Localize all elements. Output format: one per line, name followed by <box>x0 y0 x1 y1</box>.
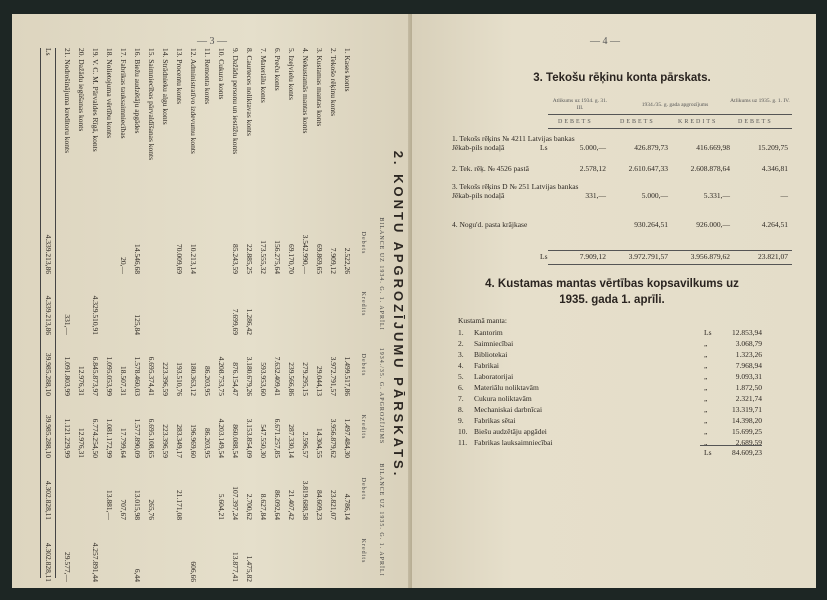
cell <box>200 458 214 520</box>
cell <box>102 212 116 274</box>
cell: 1.286,42 <box>245 308 254 335</box>
cell: 13.015,98 <box>133 490 142 520</box>
row-label: 21. Nodrošinājuma kreditoru konts <box>63 48 72 153</box>
cell <box>214 212 228 274</box>
cell: 8.627,84 <box>259 493 268 520</box>
account-value: 930.264,51 <box>634 220 668 229</box>
cell: 6.845.873,97 <box>91 356 100 396</box>
account-value: 4.264,51 <box>761 220 788 229</box>
inventory-value: 1.323,26 <box>735 350 762 359</box>
section3-title: 3. Tekošu rēķinu konta pārskats. <box>533 72 711 84</box>
inventory-number: 6. <box>458 383 464 392</box>
cell: 14.546,68 <box>133 244 142 274</box>
inventory-number: 1. <box>458 328 464 337</box>
cell: 22.885,25 <box>245 244 254 274</box>
cell: 4.208.753,75 <box>217 356 226 396</box>
cell: 860.088,54 <box>231 424 240 458</box>
cell: 7.909,12 <box>329 247 338 274</box>
row-label: 9. Dažādu personu un iestāžu konts <box>231 48 240 155</box>
cell: 10.213,14 <box>189 244 198 274</box>
inventory-value: 2.321,74 <box>735 394 762 403</box>
cell: 1.497.484,30 <box>343 418 352 458</box>
account-currency: Ls <box>540 143 548 152</box>
cell: 125,84 <box>133 314 142 335</box>
row-labels <box>60 48 354 208</box>
inventory-currency: „ <box>704 350 708 359</box>
value-column <box>60 458 354 520</box>
cell: 4.257.891,44 <box>91 542 100 582</box>
inventory-item: Materiālu noliktavām <box>474 383 539 392</box>
cell <box>256 520 270 582</box>
cell <box>312 273 326 335</box>
account-value: 416.669,98 <box>696 143 730 152</box>
cell: 14.304,55 <box>315 428 324 458</box>
total-cell: 39.985.288,10 <box>44 414 53 458</box>
inventory-item: Biešu audzētāju apgādei <box>474 427 547 436</box>
inventory-item: Laboratorijai <box>474 372 514 381</box>
inventory-number: 7. <box>458 394 464 403</box>
column-sub-header: Debets <box>360 353 366 377</box>
inventory-value: 2.689,59 <box>735 438 762 447</box>
cell <box>74 520 88 582</box>
cell <box>340 520 354 582</box>
inventory-number: 8. <box>458 405 464 414</box>
inventory-value: 15.699,25 <box>732 427 762 436</box>
inv-total-rule <box>700 445 762 446</box>
column-group-header: BILANCE UZ 1934. G. 1. APRĪLI <box>378 217 384 331</box>
inventory-currency: „ <box>704 427 708 436</box>
column-sub-header: Debets <box>360 477 366 501</box>
total-value: 3.972.791,57 <box>628 252 668 261</box>
cell: 4.203.149,54 <box>217 418 226 458</box>
cell <box>172 273 186 335</box>
total-cell: 4.339.213,86 <box>44 234 53 274</box>
total-value: 23.821,07 <box>758 252 788 261</box>
cell <box>116 273 130 335</box>
s3-subheader-rule <box>548 128 792 129</box>
cell <box>144 520 158 582</box>
cell: 7.699,69 <box>231 308 240 335</box>
cell: 193.510,76 <box>175 362 184 396</box>
row-label: 12. Administratīvo izdevumu konts <box>189 48 198 154</box>
total-cell: 39.985.288,10 <box>44 352 53 396</box>
s3-sub-debets-2: DEBETS <box>620 119 655 125</box>
cell: 1.091.803,99 <box>63 356 72 396</box>
page-number-right: — 4 — <box>590 36 620 47</box>
inventory-value: 12.853,94 <box>732 328 762 337</box>
row-label: 2. Tekošo rēķinu konts <box>329 48 338 117</box>
value-column <box>60 520 354 582</box>
row-label: 7. Materiālu konts <box>259 48 268 103</box>
value-column <box>60 273 354 335</box>
cell <box>74 273 88 335</box>
inventory-currency: „ <box>704 372 708 381</box>
cell: 180.363,12 <box>189 362 198 396</box>
cell: 547.550,30 <box>259 424 268 458</box>
cell: 20,— <box>119 257 128 274</box>
cell <box>60 458 74 520</box>
page-number-left: — 3 — <box>197 36 227 47</box>
inventory-currency: „ <box>704 383 708 392</box>
cell <box>186 273 200 335</box>
inventory-currency: „ <box>704 438 708 447</box>
cell: 6.695.374,41 <box>147 356 156 396</box>
s3-total-rule-bottom <box>548 264 792 265</box>
cell <box>312 520 326 582</box>
inventory-currency: „ <box>704 405 708 414</box>
cell: 1.095.053,99 <box>105 356 114 396</box>
cell <box>144 273 158 335</box>
cell: 85.243,59 <box>231 244 240 274</box>
cell: 1.121.229,99 <box>63 418 72 458</box>
cell <box>158 520 172 582</box>
column-sub-header: Kredits <box>360 538 366 564</box>
inventory-item: Cukura noliktavām <box>474 394 532 403</box>
inventory-number: 9. <box>458 416 464 425</box>
cell: 5.604,21 <box>217 493 226 520</box>
account-value: 426.879,73 <box>634 143 668 152</box>
s3-sub-kredits: KREDITS <box>678 119 718 125</box>
cell: 86.092,64 <box>273 490 282 520</box>
inventory-currency: „ <box>704 416 708 425</box>
total-cell: 4.302.828,11 <box>44 542 53 582</box>
cell <box>60 212 74 274</box>
cell: 173.555,32 <box>259 240 268 274</box>
total-value: 3.956.879,62 <box>690 252 730 261</box>
cell: 7.632.409,41 <box>273 356 282 396</box>
cell: 13.881,— <box>105 490 114 520</box>
inventory-number: 5. <box>458 372 464 381</box>
cell: 3.972.791,57 <box>329 356 338 396</box>
row-label: 19. V. C. M. Pārvaldes Rīgā, konts <box>91 48 100 152</box>
cell: 4.786,14 <box>343 493 352 520</box>
cell: 13.877,41 <box>231 552 240 582</box>
inventory-number: 10. <box>458 427 468 436</box>
totals-row <box>40 48 56 582</box>
cell <box>102 273 116 335</box>
cell <box>88 212 102 274</box>
right-page <box>412 14 816 588</box>
inventory-currency: Ls <box>704 328 712 337</box>
cell: 6.671.257,85 <box>273 418 282 458</box>
inventory-item: Saimniecībai <box>474 339 514 348</box>
cell <box>326 520 340 582</box>
total-currency: Ls <box>540 252 548 261</box>
account-name: 3. Tekošs rēķins D № 251 Latvijas bankas Jēkab-pils nodaļā <box>452 182 579 200</box>
cell: 6.774.254,50 <box>91 418 100 458</box>
cell: 12.976,31 <box>77 428 86 458</box>
inventory-currency: „ <box>704 339 708 348</box>
row-label: 5. Izejvielu konts <box>287 48 296 100</box>
inventory-value: 1.872,50 <box>735 383 762 392</box>
inventory-item: Fabrikas lauksaimniecībai <box>474 438 553 447</box>
account-turnover-table <box>21 42 406 587</box>
cell <box>200 273 214 335</box>
account-value: 5.331,— <box>703 191 730 200</box>
cell: 84.609,23 <box>315 490 324 520</box>
row-label: 13. Procentu konts <box>175 48 184 105</box>
cell: 196.969,60 <box>189 424 198 458</box>
cell <box>158 273 172 335</box>
column-sub-header: Kredits <box>360 291 366 317</box>
cell <box>158 212 172 274</box>
total-cell: 4.302.828,11 <box>44 480 53 520</box>
cell: 606,66 <box>189 561 198 582</box>
row-label: 18. Nolietojuma vērtību konts <box>105 48 114 138</box>
row-label: 8. Caurteces noliktavas konts <box>245 48 254 136</box>
cell: 6.695.108,65 <box>147 418 156 458</box>
account-value: 5.000,— <box>641 191 668 200</box>
cell: 107.397,24 <box>231 486 240 520</box>
column-group-header: 1934./35. G. APGROZĪJUMS <box>378 347 384 445</box>
cell <box>200 520 214 582</box>
cell: 876.154,47 <box>231 362 240 396</box>
cell: 23.821,07 <box>329 490 338 520</box>
cell: 239.566,86 <box>287 362 296 396</box>
account-value: 2.578,12 <box>579 164 606 173</box>
cell: 21.407,42 <box>287 490 296 520</box>
row-label: 1. Kases konts <box>343 48 352 92</box>
cell <box>158 458 172 520</box>
cell: 265,76 <box>147 499 156 520</box>
row-label: 17. Fabrikas tauksaimniecības <box>119 48 128 139</box>
cell: 3.542.990,— <box>301 234 310 274</box>
row-label: 20. Dažādu iegūšanas konts <box>77 48 86 132</box>
cell: 1.578.460,03 <box>133 356 142 396</box>
cell: 18.507,31 <box>119 366 128 396</box>
cell: 3.819.688,58 <box>301 480 310 520</box>
cell <box>200 212 214 274</box>
cell <box>298 273 312 335</box>
row-label: 10. Cukura konts <box>217 48 226 100</box>
row-label: 4. Nekustamās mantas konts <box>301 48 310 134</box>
cell <box>144 212 158 274</box>
cell: 287.330,14 <box>287 424 296 458</box>
row-label: 3. Kustamas mantas konts <box>315 48 324 127</box>
s3-header-balance-end: Atlikums uz 1935. g. 1. IV. <box>730 98 790 104</box>
inventory-header: Kustamā manta: <box>458 316 507 325</box>
cell: 156.275,64 <box>273 240 282 274</box>
s3-header-balance-start: Atlikums uz 1934. g. 31. III. <box>552 98 608 111</box>
s3-sub-debets-3: DEBETS <box>738 119 773 125</box>
account-value: 926.000,— <box>696 220 730 229</box>
inventory-number: 4. <box>458 361 464 370</box>
cell <box>326 273 340 335</box>
cell: 593.953,60 <box>259 362 268 396</box>
cell <box>284 273 298 335</box>
cell: 283.349,17 <box>175 424 184 458</box>
account-value: 2.608.878,64 <box>690 164 730 173</box>
account-value: 5.000,— <box>579 143 606 152</box>
account-value: 2.610.647,33 <box>628 164 668 173</box>
account-value: 331,— <box>585 191 606 200</box>
cell <box>74 212 88 274</box>
cell: 29.044,13 <box>315 366 324 396</box>
cell <box>88 458 102 520</box>
inventory-value: 13.319,71 <box>732 405 762 414</box>
cell: 29.577,— <box>63 552 72 582</box>
value-column <box>60 212 354 274</box>
cell: 17.799,64 <box>119 428 128 458</box>
cell: 1.081.172,99 <box>105 418 114 458</box>
cell <box>74 458 88 520</box>
cell: 3.153.854,09 <box>245 418 254 458</box>
cell <box>340 273 354 335</box>
cell: 707,67 <box>119 499 128 520</box>
inventory-number: 2. <box>458 339 464 348</box>
cell: 223.396,59 <box>161 362 170 396</box>
inventory-number: 3. <box>458 350 464 359</box>
inventory-total-value: 84.609,23 <box>732 448 762 457</box>
cell: 1.499.517,86 <box>343 356 352 396</box>
total-cell: 4.339.213,86 <box>44 295 53 335</box>
inventory-item: Mechaniskai darbnīcai <box>474 405 543 414</box>
cell: 4.329.510,91 <box>91 295 100 335</box>
cell <box>186 458 200 520</box>
s3-header-turnover: 1934./35. g. gada apgrozījums <box>641 102 709 108</box>
cell: 3.180.679,26 <box>245 356 254 396</box>
cell <box>270 273 284 335</box>
table-title: 2. KONTU APGROZĪJUMU PĀRSKATS. <box>391 150 406 479</box>
left-page <box>12 14 412 588</box>
cell <box>298 520 312 582</box>
cell <box>172 520 186 582</box>
cell <box>256 273 270 335</box>
cell: 2.596,57 <box>301 431 310 458</box>
inventory-total-currency: Ls <box>704 448 712 457</box>
cell <box>116 520 130 582</box>
cell: 21.171,08 <box>175 490 184 520</box>
account-value: 4.346,81 <box>761 164 788 173</box>
cell: 86.203,95 <box>203 366 212 396</box>
row-label: 14. Strādnieku algu konts <box>161 48 170 125</box>
row-label: 11. Remonta konts <box>203 48 212 105</box>
cell: 86.203,95 <box>203 428 212 458</box>
value-column <box>60 334 354 396</box>
inventory-value: 9.093,31 <box>735 372 762 381</box>
cell <box>270 520 284 582</box>
column-sub-header: Kredits <box>360 414 366 440</box>
value-column <box>60 396 354 458</box>
cell: 1.475,82 <box>245 555 254 582</box>
cell: 2.522,26 <box>343 247 352 274</box>
total-value: 7.909,12 <box>579 252 606 261</box>
column-sub-header: Debets <box>360 231 366 255</box>
cell: 70.009,69 <box>175 244 184 274</box>
account-value: 15.209,75 <box>758 143 788 152</box>
inventory-currency: „ <box>704 361 708 370</box>
cell: 223.396,59 <box>161 424 170 458</box>
cell: 69.170,70 <box>287 244 296 274</box>
inventory-value: 3.068,79 <box>735 339 762 348</box>
account-name: 1. Tekošs rēķins № 4211 Latvijas bankas Jēkab-pils nodaļā <box>452 134 575 152</box>
cell: 331,— <box>63 314 72 335</box>
column-group-header: BILANCE UZ 1935. G. 1. APRĪLI <box>378 463 384 577</box>
inventory-value: 14.398,20 <box>732 416 762 425</box>
cell: 12.976,31 <box>77 366 86 396</box>
cell: 1.577.890,09 <box>133 418 142 458</box>
inventory-item: Kantorim <box>474 328 503 337</box>
inventory-item: Bibliotekai <box>474 350 508 359</box>
cell <box>284 520 298 582</box>
inventory-currency: „ <box>704 394 708 403</box>
total-currency: Ls <box>44 48 53 56</box>
row-label: 16. Biežu audzētāju apgādes <box>133 48 142 134</box>
cell: 6,44 <box>133 568 142 582</box>
row-label: 6. Preču konts <box>273 48 282 91</box>
cell: 69.869,65 <box>315 244 324 274</box>
s3-total-rule <box>548 250 792 251</box>
account-name: 4. Nogu'd. pasta krājkase <box>452 220 528 229</box>
cell <box>102 520 116 582</box>
cell: 279.295,15 <box>301 362 310 396</box>
inventory-number: 11. <box>458 438 468 447</box>
s3-sub-debets-1: DEBETS <box>558 119 593 125</box>
s3-header-rule <box>548 114 792 115</box>
cell: 2.700,62 <box>245 493 254 520</box>
cell <box>214 273 228 335</box>
account-name: 2. Tek. rēķ. № 4526 pastā <box>452 164 529 173</box>
inventory-value: 7.968,94 <box>735 361 762 370</box>
cell: 3.956.879,62 <box>329 418 338 458</box>
inventory-item: Fabrikas sētai <box>474 416 516 425</box>
row-label: 15. Saimniecības pārvaldīšanas konts <box>147 48 156 161</box>
section4-title: 4. Kustamas mantas vērtības kopsavilkums uz 1935. gada 1. aprīli. <box>485 278 739 306</box>
account-value: — <box>780 191 788 200</box>
inventory-item: Fabrikai <box>474 361 499 370</box>
cell <box>214 520 228 582</box>
